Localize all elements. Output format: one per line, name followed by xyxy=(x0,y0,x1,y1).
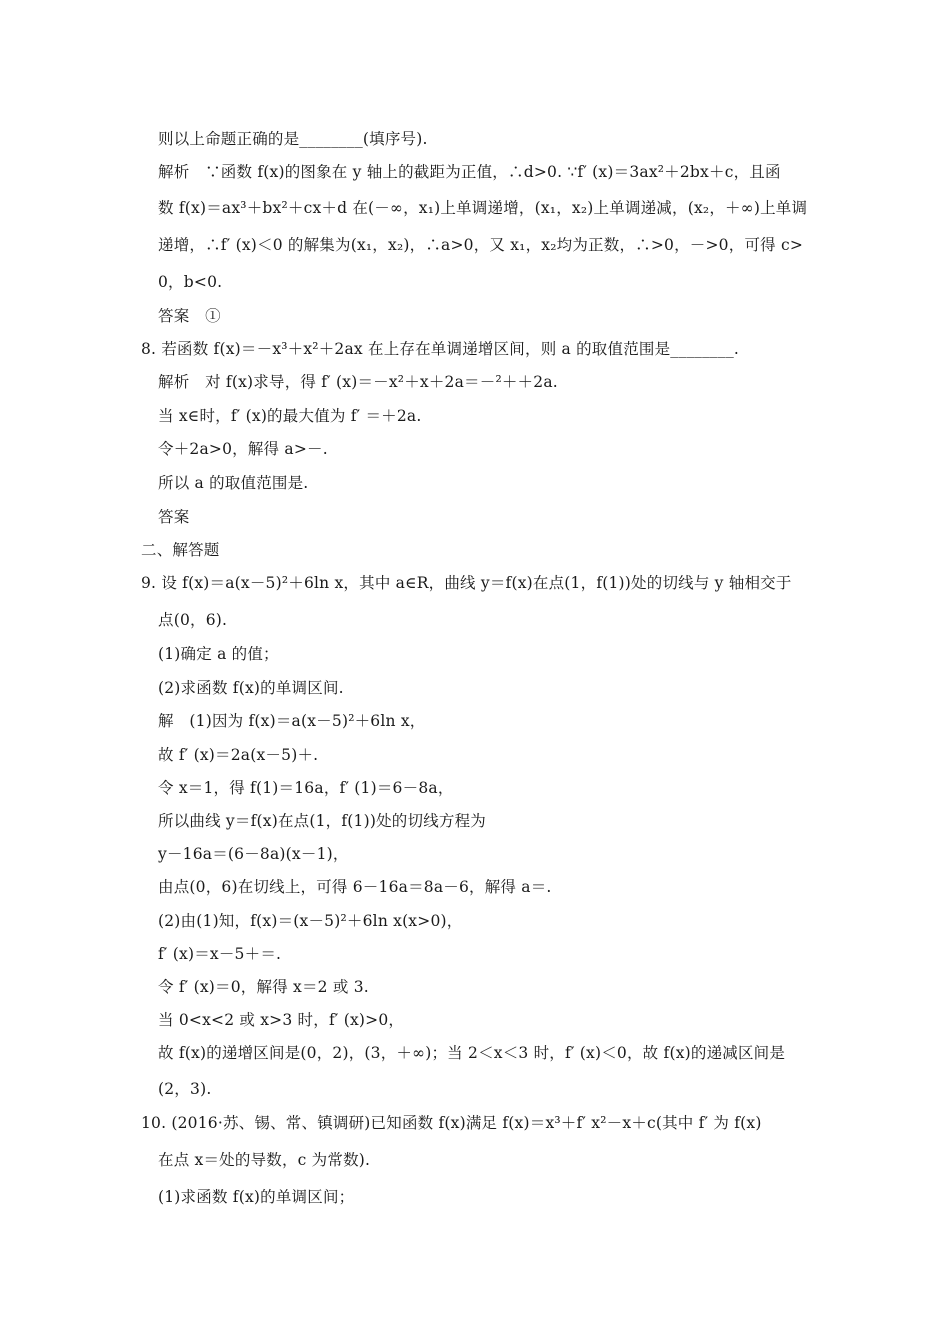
text-line: (2)由(1)知，f(x)＝(x－5)²＋6ln x(x>0)， xyxy=(158,912,463,930)
question-8: 8. 若函数 f(x)＝－x³＋x²＋2ax 在上存在单调递增区间，则 a 的取值范围是________. xyxy=(141,340,740,358)
text-line: 所以曲线 y＝f(x)在点(1，f(1))处的切线方程为 xyxy=(158,812,487,830)
text-line: 故 f(x)的递增区间是(0，2)，(3，＋∞)；当 2＜x＜3 时，f′ (x)＜0，故 f(x)的递减区间是 xyxy=(158,1044,786,1062)
text-line: (2)求函数 f(x)的单调区间. xyxy=(158,679,344,697)
text-line: (1)求函数 f(x)的单调区间； xyxy=(158,1188,355,1206)
text-line: 令＋2a>0，解得 a>－. xyxy=(158,440,328,458)
question-9: 9. 设 f(x)＝a(x－5)²＋6ln x，其中 a∈R，曲线 y＝f(x)在点(1，f(1))处的切线与 y 轴相交于 xyxy=(141,574,792,592)
text-line: 解析 ∵函数 f(x)的图象在 y 轴上的截距为正值，∴d>0. ∵f′ (x)＝3ax²＋2bx＋c，且函 xyxy=(158,163,781,181)
text-line: y－16a＝(6－8a)(x－1)， xyxy=(158,845,349,863)
text-line: (2，3). xyxy=(158,1080,212,1098)
text-line: (1)确定 a 的值； xyxy=(158,645,279,663)
text-line: 所以 a 的取值范围是. xyxy=(158,474,309,492)
text-line: 当 x∈时，f′ (x)的最大值为 f′ ＝＋2a. xyxy=(158,407,422,425)
text-line: 解 (1)因为 f(x)＝a(x－5)²＋6ln x， xyxy=(158,712,426,730)
answer-label: 答案 xyxy=(158,508,190,526)
text-line: 解析 对 f(x)求导，得 f′ (x)＝－x²＋x＋2a＝－²＋＋2a. xyxy=(158,373,558,391)
text-line: 数 f(x)＝ax³＋bx²＋cx＋d 在(－∞，x₁)上单调递增，(x₁，x₂)上单调递减，(x₂，＋∞)上单调 xyxy=(158,199,808,217)
text-line: 在点 x＝处的导数，c 为常数). xyxy=(158,1151,371,1169)
text-line: 递增，∴f′ (x)＜0 的解集为(x₁，x₂)，∴a>0，又 x₁，x₂均为正数，∴>0，－>0，可得 c> xyxy=(158,236,804,254)
text-line: 令 x＝1，得 f(1)＝16a，f′ (1)＝6－8a， xyxy=(158,779,454,797)
text-line: 则以上命题正确的是________(填序号). xyxy=(158,130,428,148)
text-line: 点(0，6). xyxy=(158,611,228,629)
question-10: 10. (2016·苏、锡、常、镇调研)已知函数 f(x)满足 f(x)＝x³＋f′ x²－x＋c(其中 f′ 为 f(x) xyxy=(141,1114,762,1132)
text-line: 当 0<x<2 或 x>3 时，f′ (x)>0， xyxy=(158,1011,405,1029)
text-line: 由点(0，6)在切线上，可得 6－16a＝8a－6，解得 a＝. xyxy=(158,878,552,896)
text-line: 令 f′ (x)＝0，解得 x＝2 或 3. xyxy=(158,978,369,996)
text-line: 故 f′ (x)＝2a(x－5)＋. xyxy=(158,746,319,764)
text-line: 0，b<0. xyxy=(158,273,223,291)
text-line: f′ (x)＝x－5＋＝. xyxy=(158,945,282,963)
section-heading: 二、解答题 xyxy=(141,541,220,559)
answer-label: 答案 ① xyxy=(158,307,221,325)
